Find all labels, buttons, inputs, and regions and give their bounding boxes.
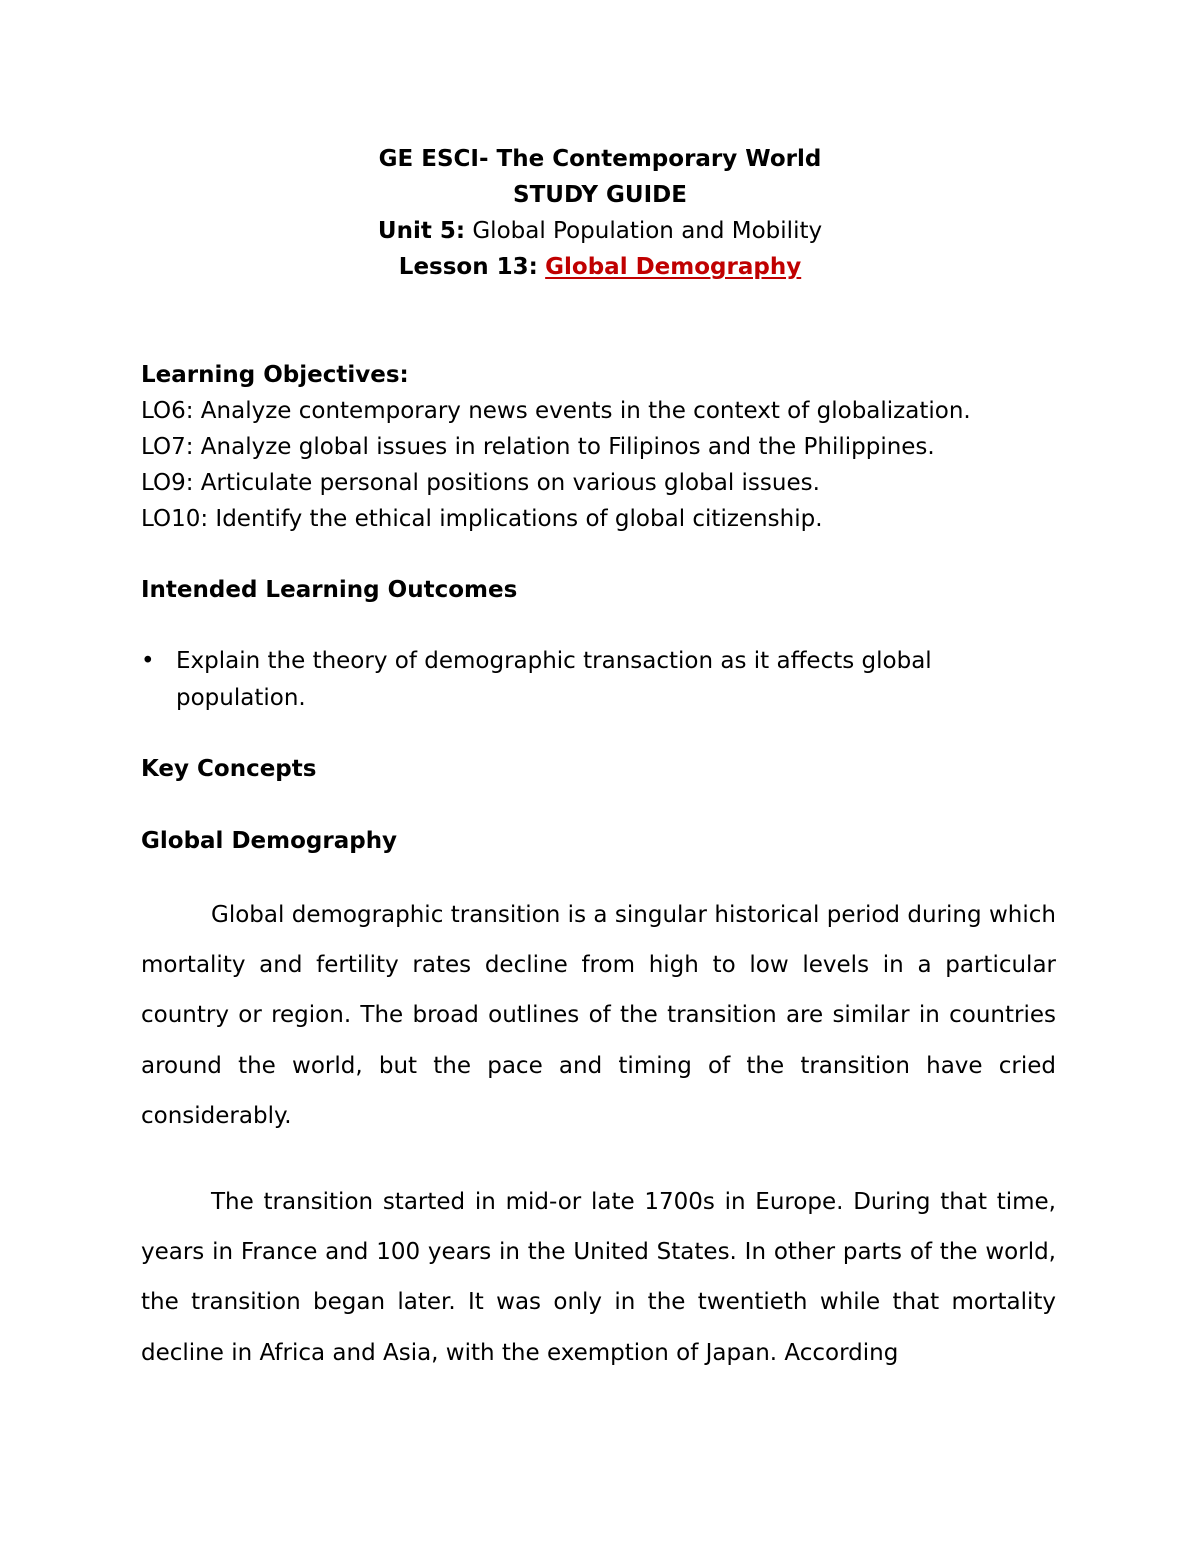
learning-objectives-heading: Learning Objectives:: [141, 362, 409, 388]
objective-item: LO10: Identify the ethical implications of global citizenship.: [141, 506, 823, 532]
lesson-link[interactable]: Global Demography: [545, 254, 802, 280]
course-title: GE ESCI- The Contemporary World: [378, 146, 822, 172]
bullet-marker: •: [141, 648, 155, 674]
guide-title: STUDY GUIDE: [513, 182, 687, 208]
lesson-label: Lesson 13:: [398, 254, 538, 280]
unit-label: Unit 5:: [377, 218, 466, 244]
section-heading: Global Demography: [141, 828, 398, 854]
objective-item: LO6: Analyze contemporary news events in the context of globalization.: [141, 398, 971, 424]
unit-line: [0, 213, 1200, 249]
body-paragraph: The transition started in mid-or late 1700s in Europe. During that time, years in France and 100 years in the United States. In other parts of the world, the transition began later. It was only in the twentieth while that mortality decline in Africa and Asia, with the exemption of Japan. According: [141, 1189, 1056, 1366]
lesson-line: [0, 249, 1200, 285]
unit-name: Global Population and Mobility: [465, 218, 823, 244]
outcomes-heading: Intended Learning Outcomes: [141, 577, 518, 603]
key-concepts-heading: Key Concepts: [141, 756, 317, 782]
objective-item: LO9: Articulate personal positions on various global issues.: [141, 470, 820, 496]
body-paragraph: Global demographic transition is a singular historical period during which mortality and fertility rates decline from high to low levels in a particular country or region. The broad outlines of the transition are similar in countries around the world, but the pace and timing of the transition have cried considerably.: [141, 902, 1056, 1129]
outcome-item: Explain the theory of demographic transaction as it affects global population.: [176, 648, 932, 711]
objective-item: LO7: Analyze global issues in relation to Filipinos and the Philippines.: [141, 434, 935, 460]
